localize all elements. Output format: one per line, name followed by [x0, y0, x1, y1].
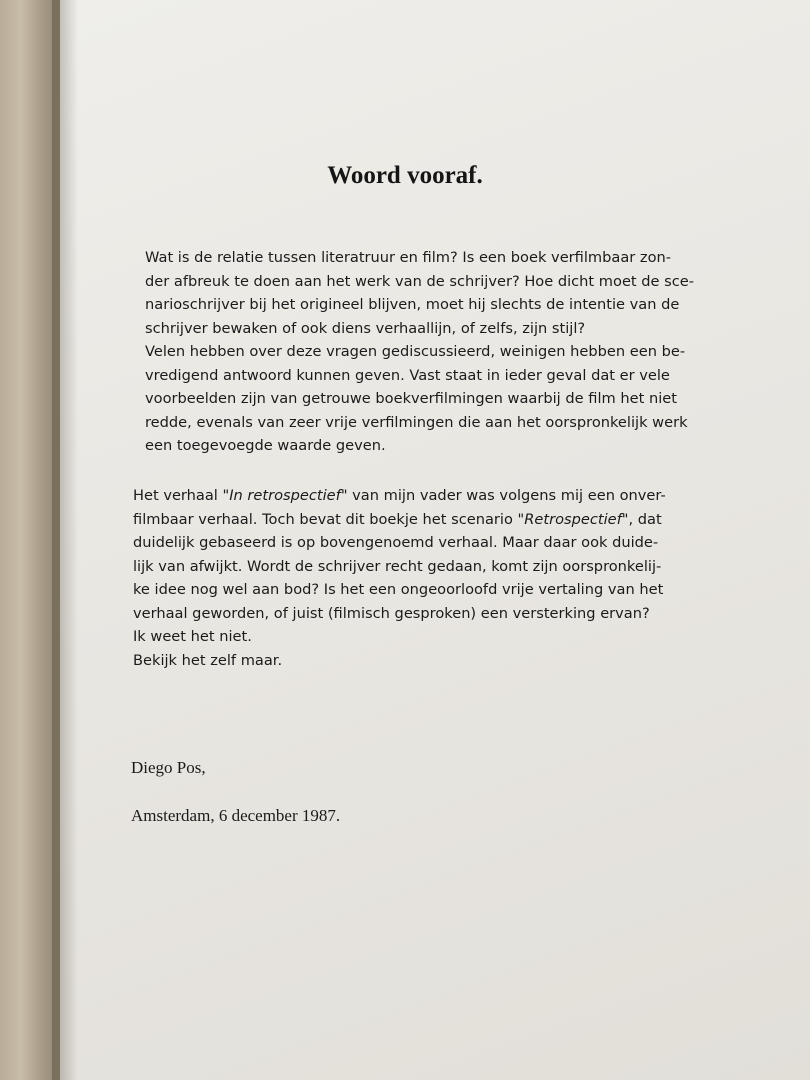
text-segment: " van mijn vader was volgens mij een onver- — [340, 487, 666, 504]
signature-name: Diego Pos, — [131, 758, 206, 777]
text-line: der afbreuk te doen aan het werk van de schrijver? Hoe dicht moet de sce- — [145, 272, 695, 290]
text-segment: filmbaar verhaal. Toch bevat dit boekje het scenario " — [133, 510, 525, 528]
story-title-italic: In retrospectief — [229, 487, 341, 504]
scenario-title-italic: Retrospectief — [524, 510, 622, 528]
text-line: Velen hebben over deze vragen gediscussieerd, weinigen hebben een be- — [145, 343, 686, 360]
text-line: redde, evenals van zeer vrije verfilmingen die aan het oorspronkelijk werk — [145, 413, 688, 431]
text-line — [133, 484, 773, 508]
text-line: een toegevoegde waarde geven. — [145, 437, 386, 454]
text-line: ke idee nog wel aan bod? Is het een ongeoorloofd vrije vertaling van het — [133, 581, 664, 598]
text-segment: Het verhaal " — [133, 487, 230, 504]
text-line: Wat is de relatie tussen literatruur en film? Is een boek verfilmbaar zon- — [145, 249, 672, 266]
text-line: lijk van afwijkt. Wordt de schrijver recht gedaan, komt zijn oorspronkelij- — [133, 557, 662, 575]
text-segment: ", dat — [621, 510, 662, 528]
text-line: vredigend antwoord kunnen geven. Vast staat in ieder geval dat er vele — [145, 366, 670, 384]
text-line: Bekijk het zelf maar. — [133, 651, 283, 669]
paragraph-story — [133, 484, 773, 672]
page-title: Woord vooraf. — [327, 162, 483, 189]
text-line: narioschrijver bij het origineel blijven, moet hij slechts de intentie van de — [145, 296, 680, 313]
text-line: Ik weet het niet. — [133, 628, 252, 645]
text-line: duidelijk gebaseerd is op bovengenoemd verhaal. Maar daar ook duide- — [133, 534, 659, 551]
signature-place-date: Amsterdam, 6 december 1987. — [131, 806, 341, 825]
text-line: verhaal geworden, of juist (filmisch gesproken) een versterking ervan? — [133, 604, 650, 622]
paragraph-intro — [145, 246, 785, 458]
text-line: schrijver bewaken of ook diens verhaallijn, of zelfs, zijn stijl? — [145, 319, 586, 337]
text-line: voorbeelden zijn van getrouwe boekverfilmingen waarbij de film het niet — [145, 390, 677, 407]
text-line — [133, 508, 773, 532]
